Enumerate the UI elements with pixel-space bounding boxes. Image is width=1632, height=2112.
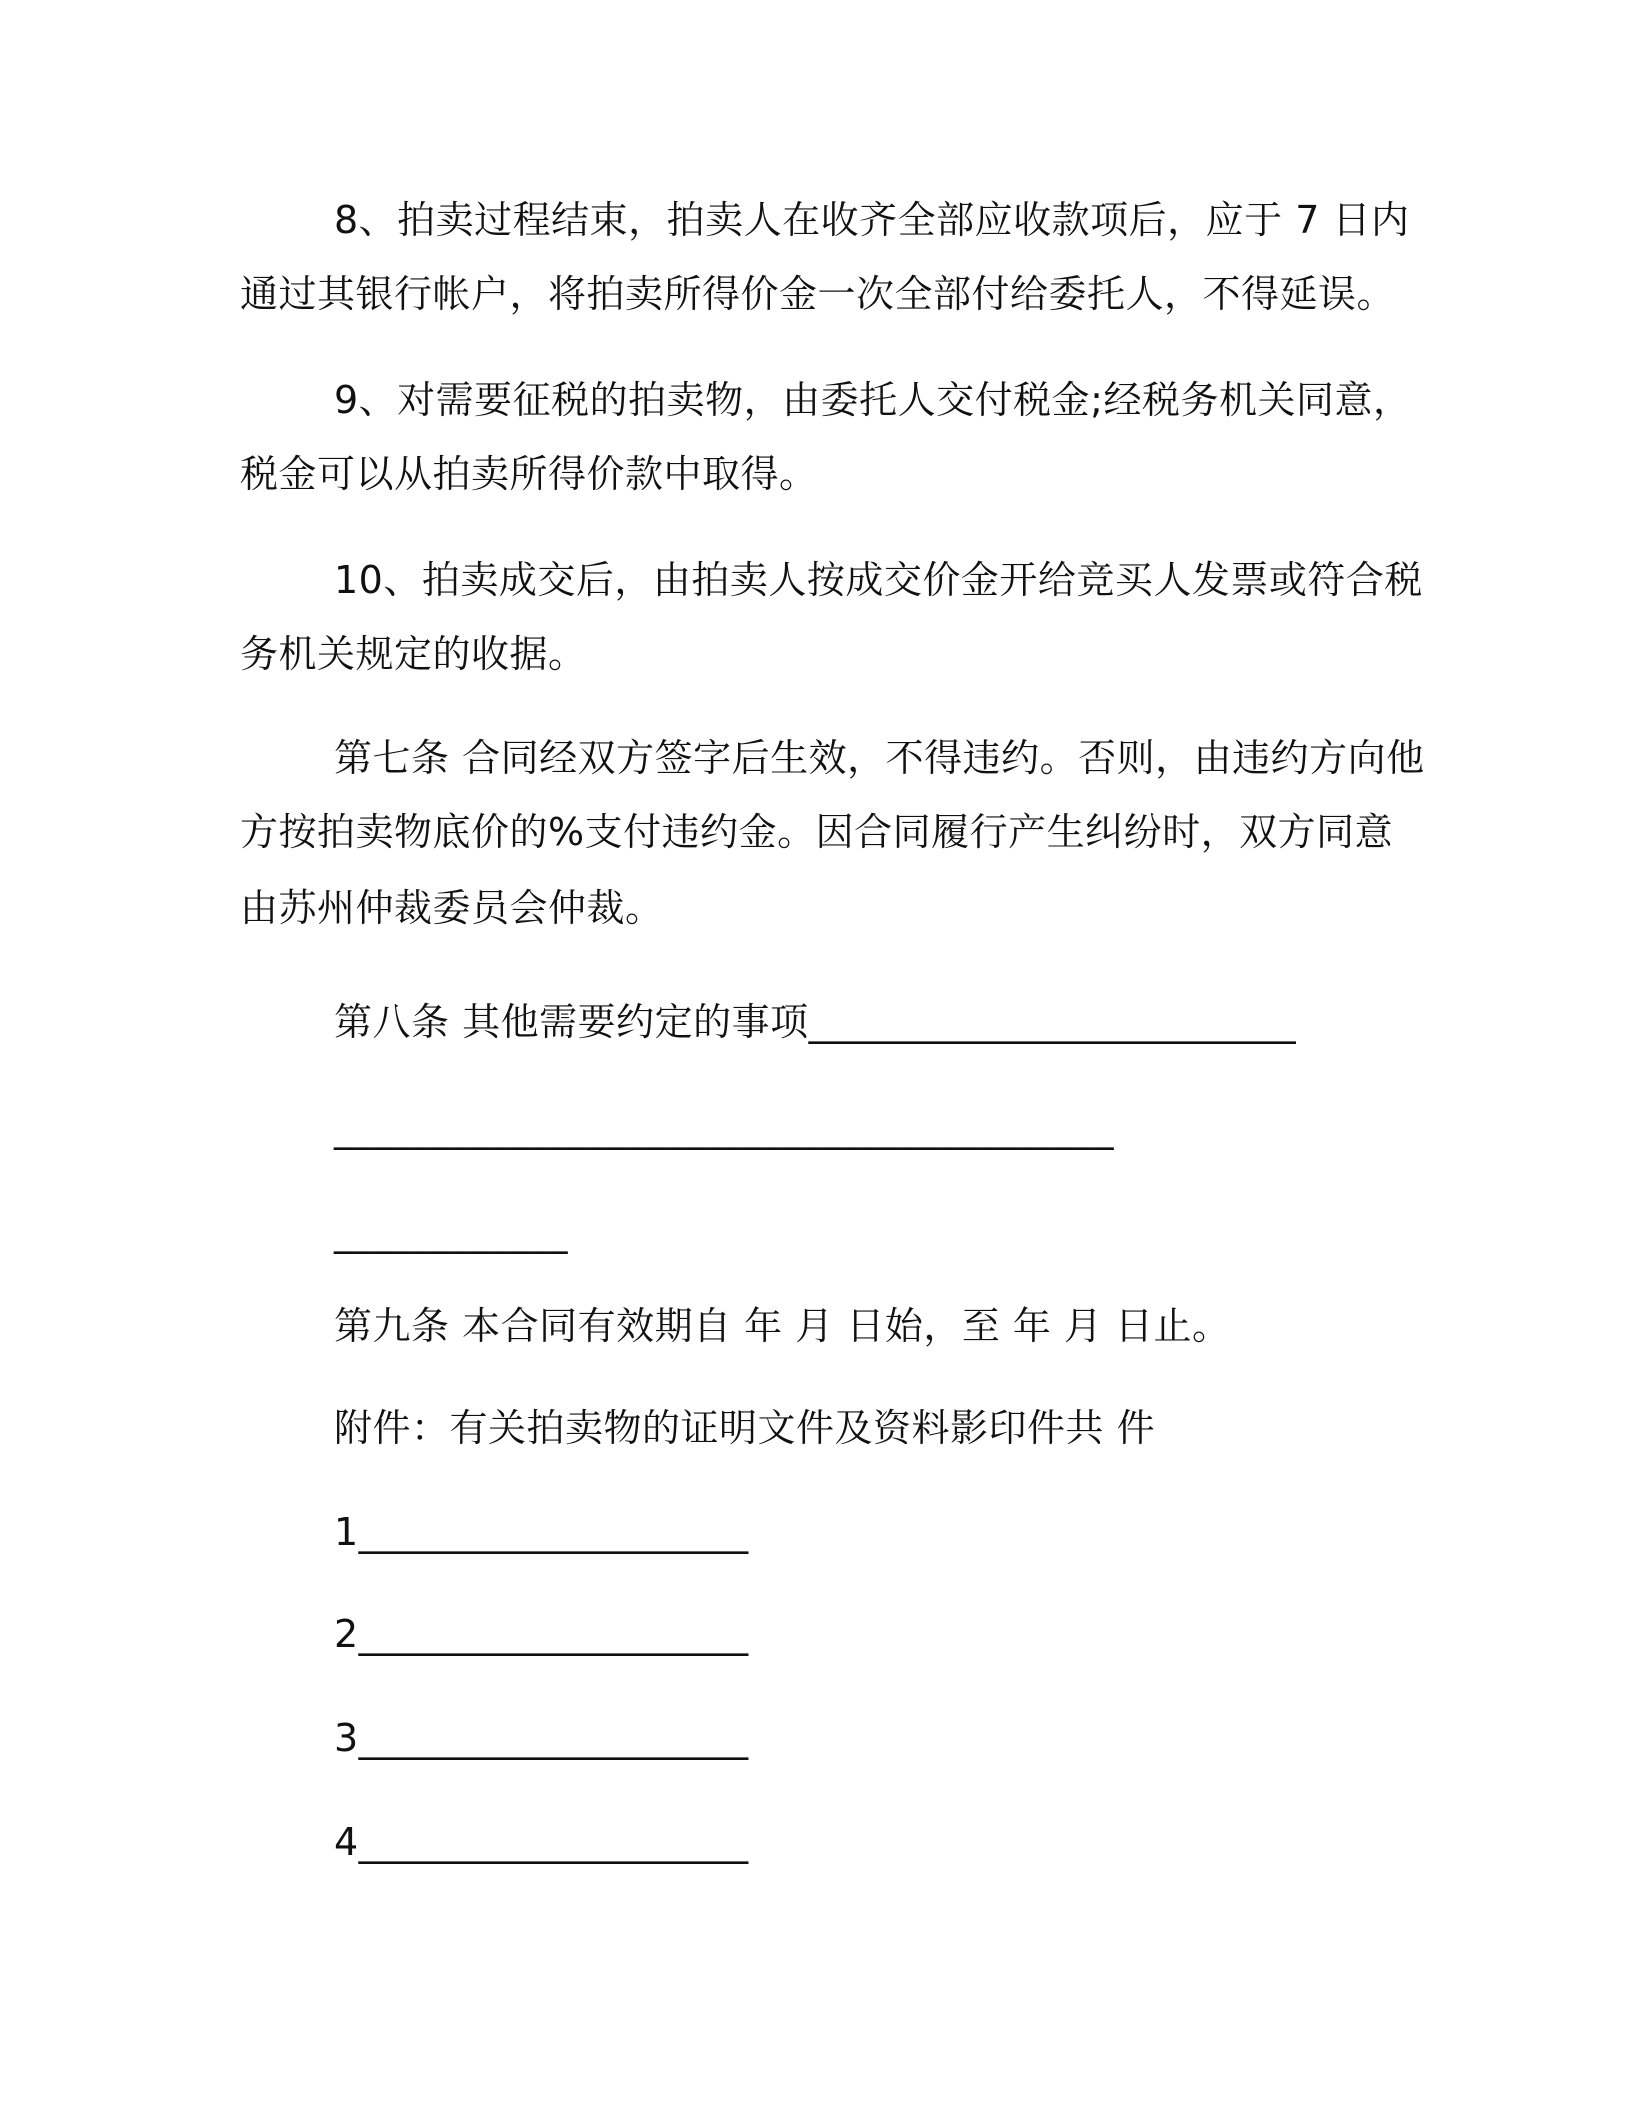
article-7-line-1: 第七条 合同经双方签字后生效，不得违约。否则，由违约方向他 — [334, 736, 1425, 780]
attachment-item-3: 3____________________ — [334, 1716, 749, 1760]
clause-9-line-1: 9、对需要征税的拍卖物，由委托人交付税金;经税务机关同意， — [334, 378, 1412, 422]
attachment-item-2: 2____________________ — [334, 1612, 749, 1656]
clause-8-line-2: 通过其银行帐户，将拍卖所得价金一次全部付给委托人，不得延误。 — [240, 272, 1396, 316]
attachments-heading: 附件：有关拍卖物的证明文件及资料影印件共 件 — [334, 1406, 1156, 1450]
article-8-blank-line-3: ____________ — [334, 1210, 568, 1254]
article-8-blank-line-2: ________________________________________ — [334, 1106, 1114, 1150]
article-7-line-2: 方按拍卖物底价的%支付违约金。因合同履行产生纠纷时，双方同意 — [240, 810, 1394, 854]
article-9-line-1: 第九条 本合同有效期自 年 月 日始，至 年 月 日止。 — [334, 1304, 1231, 1348]
attachment-item-4: 4____________________ — [334, 1820, 749, 1864]
clause-10-line-2: 务机关规定的收据。 — [240, 632, 587, 676]
attachment-item-1: 1____________________ — [334, 1510, 749, 1554]
clause-8-line-1: 8、拍卖过程结束，拍卖人在收齐全部应收款项后，应于 7 日内 — [334, 198, 1410, 242]
clause-10-line-1: 10、拍卖成交后，由拍卖人按成交价金开给竞买人发票或符合税 — [334, 558, 1423, 602]
article-8-line-1: 第八条 其他需要约定的事项_________________________ — [334, 1000, 1297, 1044]
article-7-line-3: 由苏州仲裁委员会仲裁。 — [240, 886, 664, 930]
clause-9-line-2: 税金可以从拍卖所得价款中取得。 — [240, 452, 818, 496]
